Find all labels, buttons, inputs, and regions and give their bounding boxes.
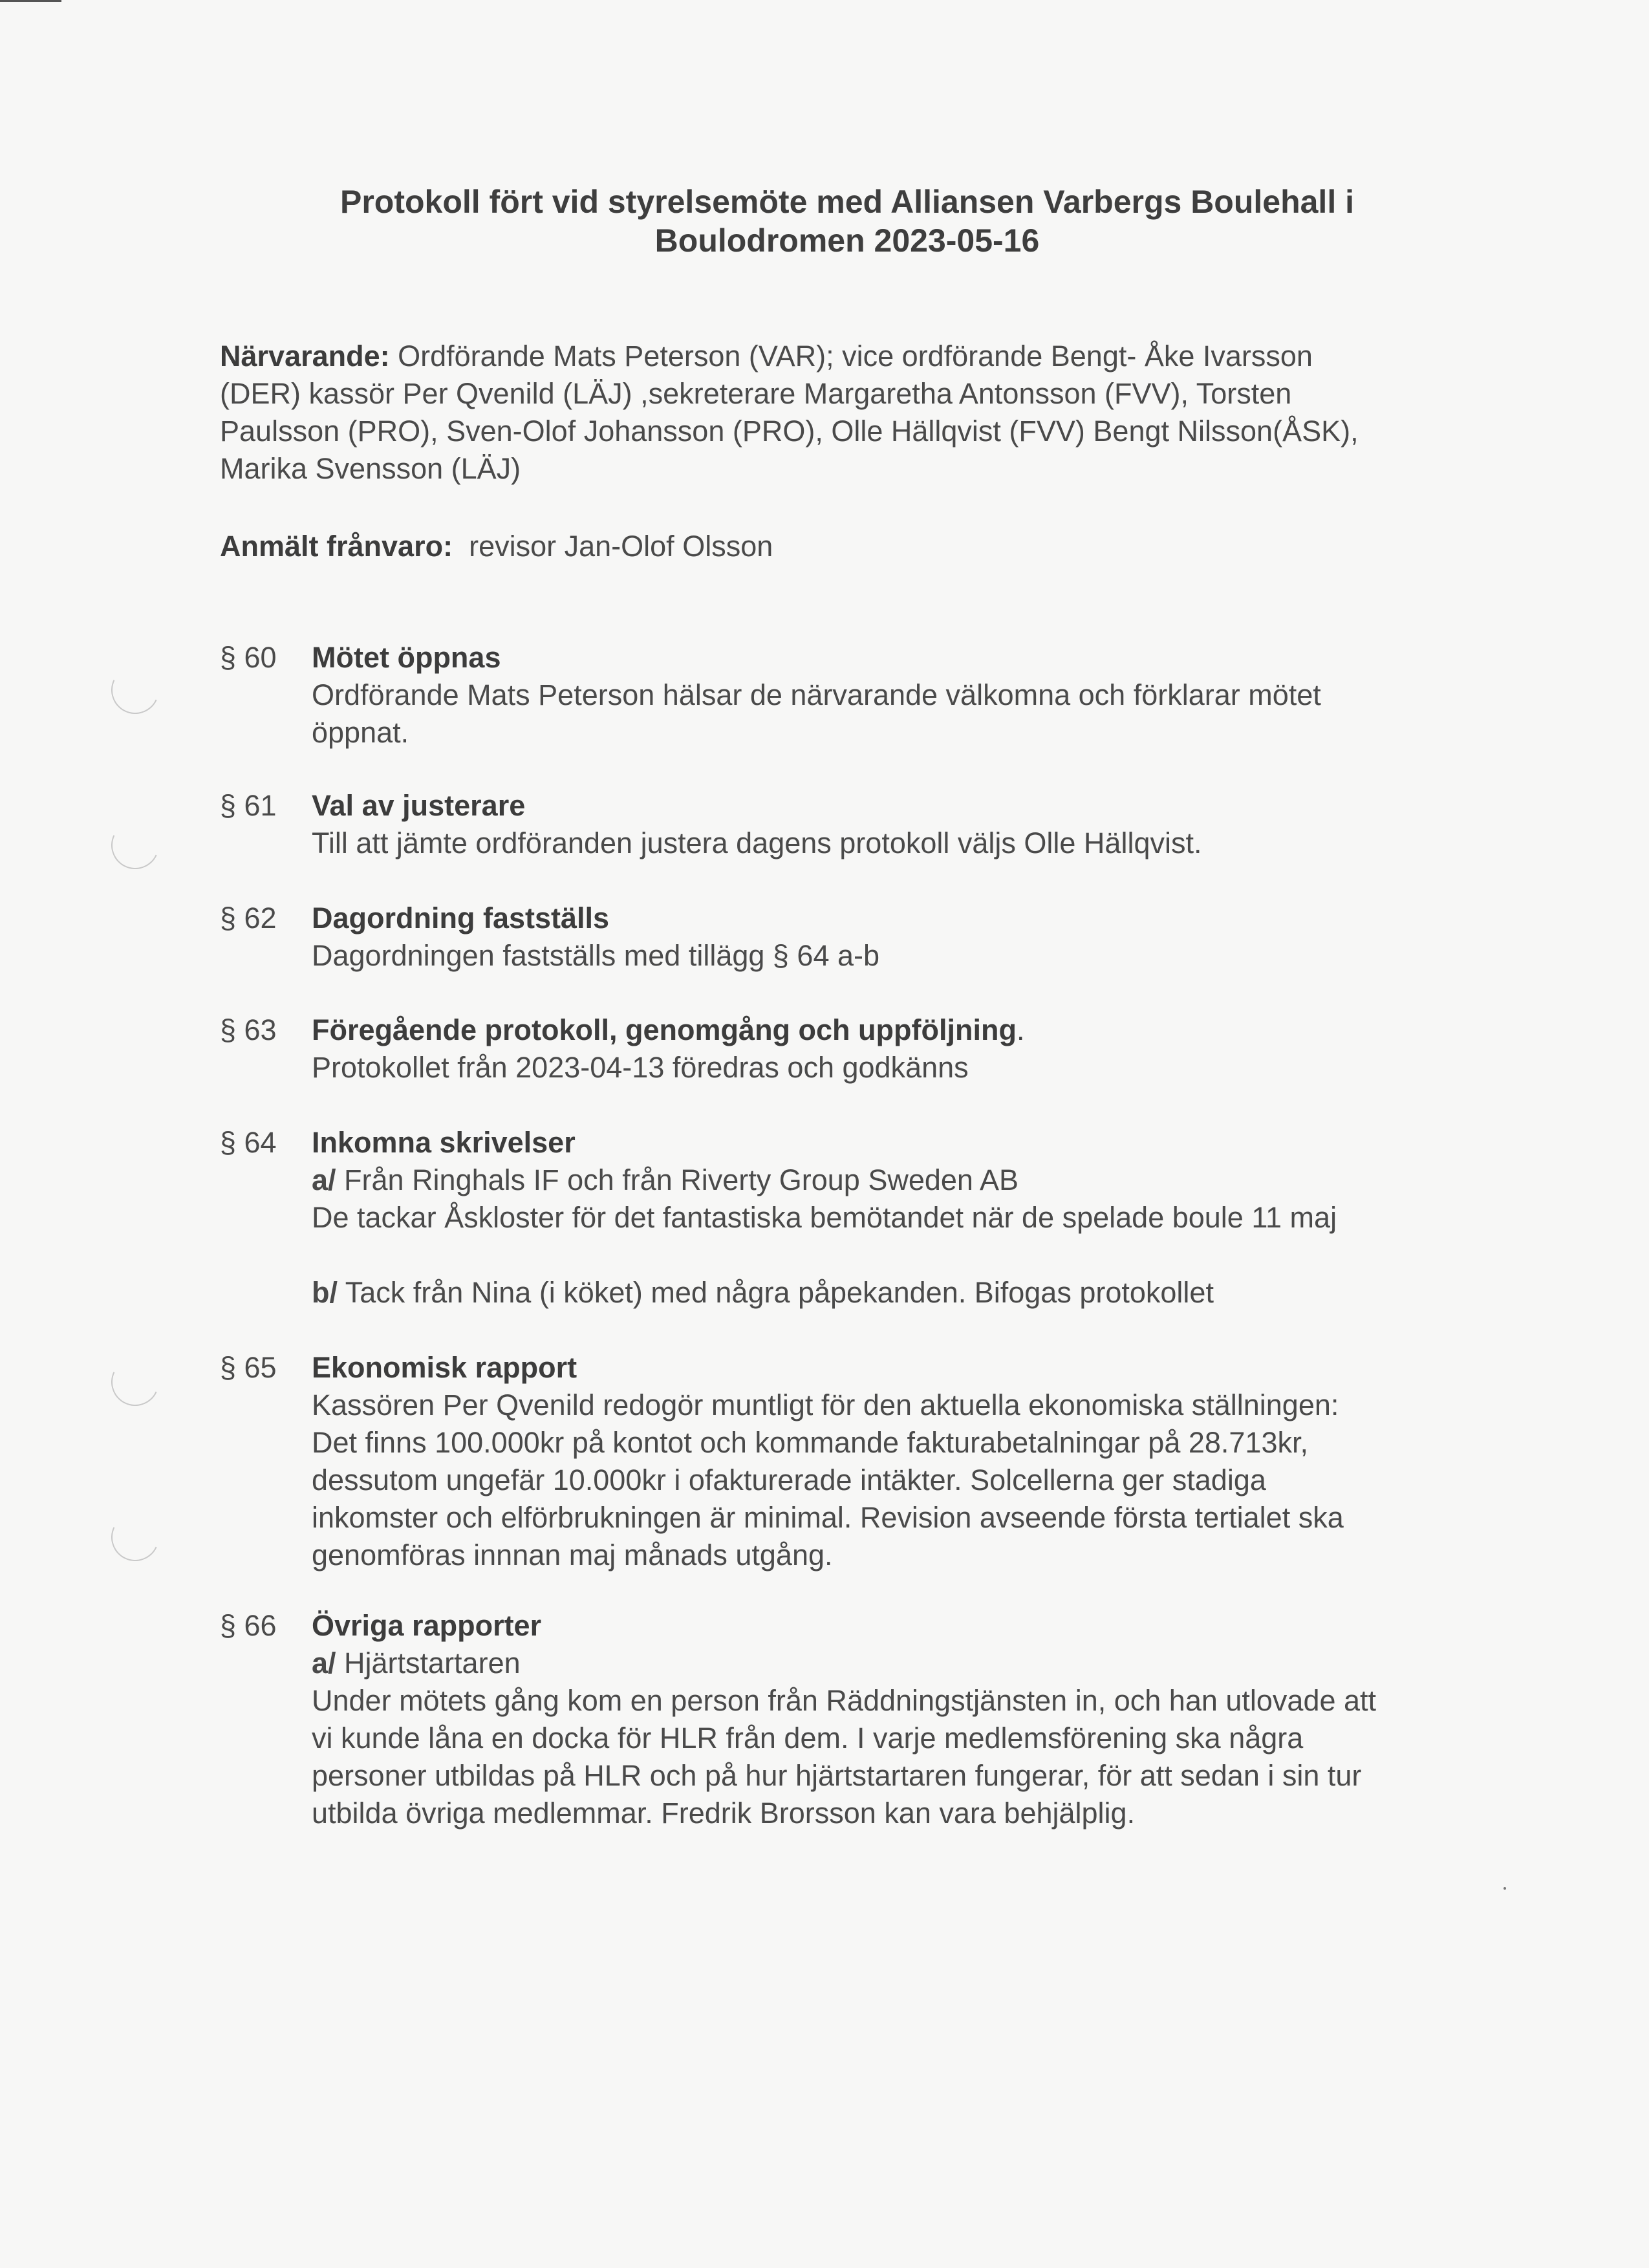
section-number: § 61: [220, 789, 277, 822]
section-body: [312, 676, 1476, 751]
scan-speck: [1503, 1887, 1506, 1890]
scan-edge-mark: [0, 0, 61, 2]
section-body: [312, 1645, 1476, 1832]
heading-text: Föregående protokoll, genomgång och uppföljning: [312, 1013, 1017, 1046]
punch-hole: [105, 1507, 166, 1568]
body-line: vi kunde låna en docka för HLR från dem. I varje medlemsförening ska några: [312, 1722, 1304, 1755]
body-line: öppnat.: [312, 716, 409, 749]
punch-hole: [105, 815, 166, 876]
section-heading: [312, 1011, 1024, 1049]
body-line: Dagordningen fastställs med tillägg § 64 a-b: [312, 939, 880, 972]
section-body: [312, 937, 1476, 975]
body-line: genomföras innnan maj månads utgång.: [312, 1539, 833, 1571]
section-heading: Dagordning fastställs: [312, 902, 610, 934]
item-b: [312, 1274, 1476, 1312]
section-heading: Övriga rapporter: [312, 1609, 542, 1642]
item-a: [312, 1645, 1476, 1682]
absence-paragraph: [220, 528, 1481, 565]
item-a: [312, 1161, 1476, 1199]
section-body: [312, 825, 1476, 862]
attendees-label: Närvarande:: [220, 340, 390, 373]
section-number: § 60: [220, 641, 277, 674]
section-number: § 65: [220, 1351, 277, 1384]
punch-hole: [105, 660, 166, 721]
section-heading: Mötet öppnas: [312, 641, 501, 674]
body-line: Till att jämte ordföranden justera dagens protokoll väljs Olle Hällqvist.: [312, 826, 1202, 859]
section-heading: Val av justerare: [312, 789, 526, 822]
section-heading: Inkomna skrivelser: [312, 1126, 576, 1159]
section-body: [312, 1049, 1476, 1086]
item-text: Hjärtstartaren: [336, 1647, 521, 1679]
heading-suffix: .: [1016, 1013, 1025, 1046]
absence-label: Anmält frånvaro:: [220, 530, 453, 563]
document-title: [246, 182, 1449, 260]
attendees-paragraph: [220, 338, 1481, 488]
section-body: [312, 1161, 1476, 1312]
body-line: dessutom ungefär 10.000kr i ofakturerade intäkter. Solcellerna ger stadiga: [312, 1463, 1266, 1496]
body-line: personer utbildas på HLR och på hur hjärtstartaren fungerar, för att sedan i sin tur: [312, 1759, 1362, 1792]
section-number: § 66: [220, 1609, 277, 1642]
title-line: Protokoll fört vid styrelsemöte med Alliansen Varbergs Boulehall i: [339, 184, 1355, 220]
body-line: Protokollet från 2023-04-13 föredras och godkänns: [312, 1051, 969, 1084]
attendees-text: (DER) kassör Per Qvenild (LÄJ) ,sekreterare Margaretha Antonsson (FVV), Torsten: [220, 377, 1292, 410]
body-line: utbilda övriga medlemmar. Fredrik Brorsson kan vara behjälplig.: [312, 1797, 1136, 1830]
body-line: Under mötets gång kom en person från Räddningstjänsten in, och han utlovade att: [312, 1684, 1377, 1717]
body-line: De tackar Åskloster för det fantastiska bemötandet när de spelade boule 11 maj: [312, 1201, 1337, 1234]
section-number: § 62: [220, 902, 277, 934]
body-line: Det finns 100.000kr på kontot och kommande fakturabetalningar på 28.713kr,: [312, 1426, 1308, 1459]
item-text: Från Ringhals IF och från Riverty Group Sweden AB: [336, 1163, 1019, 1196]
body-line: Kassören Per Qvenild redogör muntligt för den aktuella ekonomiska ställningen:: [312, 1388, 1339, 1421]
body-line: inkomster och elförbrukningen är minimal. Revision avseende första tertialet ska: [312, 1501, 1344, 1534]
attendees-text: Ordförande Mats Peterson (VAR); vice ordförande Bengt- Åke Ivarsson: [398, 340, 1313, 373]
item-label: a/: [312, 1163, 336, 1196]
section-body: [312, 1387, 1476, 1574]
body-line: Ordförande Mats Peterson hälsar de närvarande välkomna och förklarar mötet: [312, 678, 1321, 711]
punch-hole: [105, 1352, 166, 1413]
section-heading: Ekonomisk rapport: [312, 1351, 577, 1384]
absence-text: revisor Jan-Olof Olsson: [469, 530, 773, 563]
item-label: b/: [312, 1276, 338, 1309]
section-number: § 64: [220, 1126, 277, 1159]
section-number: § 63: [220, 1013, 277, 1046]
item-text: Tack från Nina (i köket) med några påpekanden. Bifogas protokollet: [338, 1276, 1214, 1309]
attendees-text: Marika Svensson (LÄJ): [220, 452, 521, 485]
item-label: a/: [312, 1647, 336, 1679]
attendees-text: Paulsson (PRO), Sven-Olof Johansson (PRO), Olle Hällqvist (FVV) Bengt Nilsson(ÅSK),: [220, 415, 1359, 448]
title-line: Boulodromen 2023-05-16: [654, 222, 1040, 259]
